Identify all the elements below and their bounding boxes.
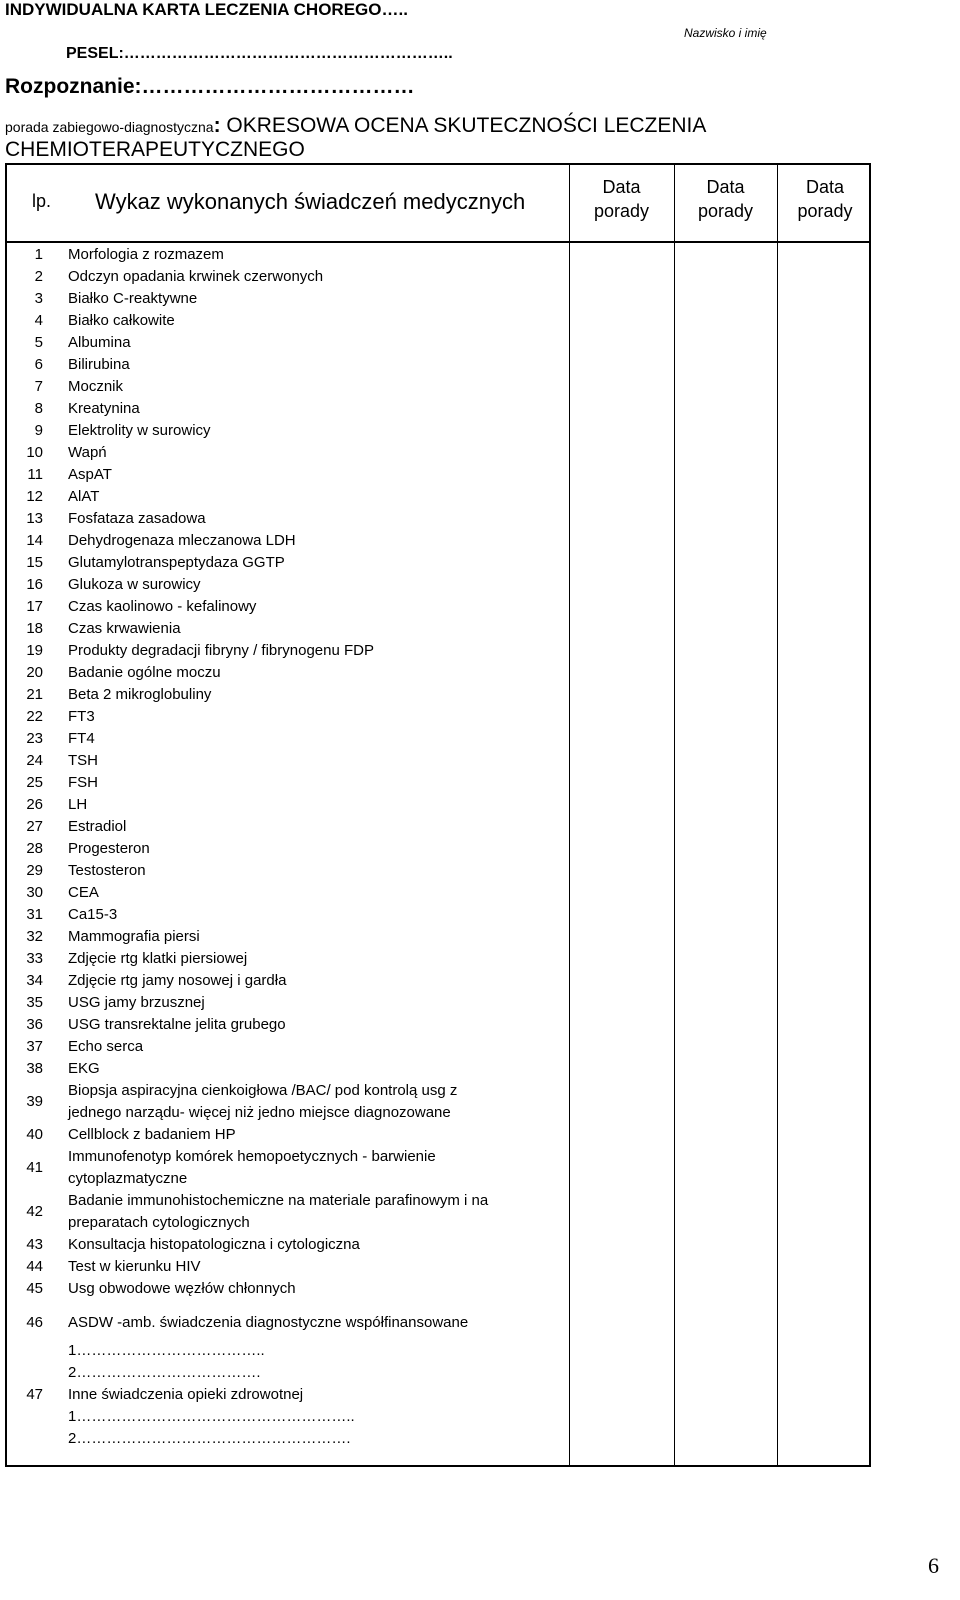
row-number: 13 <box>26 510 43 527</box>
row-text: Odczyn opadania krwinek czerwonych <box>68 268 324 285</box>
row-number: 45 <box>26 1280 43 1297</box>
row-text: Mocznik <box>68 378 124 395</box>
row-number: 36 <box>26 1016 43 1033</box>
porada-label: porada zabiegowo-diagnostyczna <box>5 119 214 135</box>
row-number: 29 <box>26 862 43 879</box>
row-number: 22 <box>26 708 43 725</box>
row-text: Zdjęcie rtg jamy nosowej i gardła <box>68 972 287 989</box>
row-text: Echo serca <box>68 1038 144 1055</box>
row-text: USG jamy brzusznej <box>68 994 205 1011</box>
col-header-date-2: Data porady <box>697 177 754 221</box>
row-number: 8 <box>34 400 43 417</box>
row-text: Glukoza w surowicy <box>68 576 201 593</box>
pesel-field: PESEL:…………………………………………………….. <box>66 45 453 62</box>
row-number: 21 <box>26 686 43 703</box>
porada-line <box>5 114 706 138</box>
row-number: 9 <box>34 422 43 439</box>
col-divider <box>569 165 570 1465</box>
row-number: 4 <box>34 312 43 329</box>
row-number: 10 <box>26 444 43 461</box>
row-number: 26 <box>26 796 43 813</box>
row-text: FT4 <box>68 730 95 747</box>
row-text: Glutamylotranspeptydaza GGTP <box>68 554 285 571</box>
row-number: 34 <box>26 972 43 989</box>
row-text: USG transrektalne jelita grubego <box>68 1016 286 1033</box>
row-number: 30 <box>26 884 43 901</box>
row-text: Czas kaolinowo - kefalinowy <box>68 598 257 615</box>
row-text: Testosteron <box>68 862 146 879</box>
row-text: ASDW -amb. świadczenia diagnostyczne współfinansowane <box>68 1314 469 1331</box>
row-number: 46 <box>26 1314 43 1331</box>
col-header-date-3: Data porady <box>797 177 853 221</box>
row-text: Albumina <box>68 334 131 351</box>
row-text: FT3 <box>68 708 95 725</box>
row-text: Dehydrogenaza mleczanowa LDH <box>68 532 296 549</box>
col-divider <box>674 165 675 1465</box>
row-text: Czas krwawienia <box>68 620 181 637</box>
row-text: Konsultacja histopatologiczna i cytologiczna <box>68 1236 360 1253</box>
row-number: 11 <box>27 466 43 483</box>
row-text: CEA <box>68 884 99 901</box>
row-text: Produkty degradacji fibryny / fibrynogenu FDP <box>68 642 374 659</box>
row-number: 39 <box>26 1093 43 1110</box>
porada-colon: : <box>213 114 221 137</box>
diagnosis-field: Rozpoznanie:………………………………… <box>5 75 415 98</box>
row-number: 15 <box>26 554 43 571</box>
col-header-services: Wykaz wykonanych świadczeń medycznych <box>95 189 526 214</box>
row-number: 33 <box>26 950 43 967</box>
row-number: 6 <box>34 356 43 373</box>
row-text: FSH <box>68 774 98 791</box>
page-number: 6 <box>928 1553 939 1578</box>
row-number: 27 <box>26 818 43 835</box>
col-header-lp: lp. <box>32 191 52 211</box>
row-number: 31 <box>26 906 43 923</box>
row-number: 24 <box>26 752 43 769</box>
row-text: Progesteron <box>68 840 150 857</box>
row-text: Ca15-3 <box>68 906 118 923</box>
row-text: Test w kierunku HIV <box>68 1258 201 1275</box>
col-header-date-1: Data porady <box>593 177 650 221</box>
row-text: Biopsja aspiracyjna cienkoigłowa /BAC/ pod kontrolą usg z <box>68 1082 458 1099</box>
row-number: 14 <box>26 532 43 549</box>
row-text: cytoplazmatyczne <box>68 1170 188 1187</box>
row-text: TSH <box>68 752 98 769</box>
row-text: jednego narządu- więcej niż jedno miejsce diagnozowane <box>68 1104 451 1121</box>
row-number: 44 <box>26 1258 43 1275</box>
row-number: 25 <box>26 774 43 791</box>
row-number: 47 <box>26 1386 43 1403</box>
row-text: 2………………………………. <box>68 1364 261 1381</box>
row-number: 12 <box>26 488 43 505</box>
row-text: Immunofenotyp komórek hemopoetycznych - barwienie <box>68 1148 436 1165</box>
row-number: 37 <box>26 1038 43 1055</box>
row-text: AlAT <box>68 488 100 505</box>
row-number: 43 <box>26 1236 43 1253</box>
row-number: 19 <box>26 642 43 659</box>
row-text: 1……………………………….. <box>68 1342 265 1359</box>
col-divider <box>777 165 778 1465</box>
row-number: 32 <box>26 928 43 945</box>
row-text: Zdjęcie rtg klatki piersiowej <box>68 950 248 967</box>
row-number: 16 <box>26 576 43 593</box>
row-number: 35 <box>26 994 43 1011</box>
row-text: AspAT <box>68 466 112 483</box>
row-number: 38 <box>26 1060 43 1077</box>
row-number: 5 <box>34 334 43 351</box>
card-title: INDYWIDUALNA KARTA LECZENIA CHOREGO….. <box>5 0 408 19</box>
row-number: 7 <box>34 378 43 395</box>
row-text: preparatach cytologicznych <box>68 1214 250 1231</box>
row-text: Beta 2 mikroglobuliny <box>68 686 212 703</box>
row-number: 42 <box>26 1203 43 1220</box>
name-caption: Nazwisko i imię <box>684 26 767 40</box>
row-text: Kreatynina <box>68 400 140 417</box>
row-text: Badanie ogólne moczu <box>68 664 221 681</box>
row-number: 17 <box>26 598 43 615</box>
row-number: 23 <box>26 730 43 747</box>
row-text: EKG <box>68 1060 100 1077</box>
row-text: Mammografia piersi <box>68 928 200 945</box>
porada-value: OKRESOWA OCENA SKUTECZNOŚCI LECZENIA <box>220 114 707 137</box>
row-number: 3 <box>34 290 43 307</box>
row-text: 2………………………………………………. <box>68 1430 351 1447</box>
row-text: Badanie immunohistochemiczne na materiale parafinowym i na <box>68 1192 489 1209</box>
row-text: Białko całkowite <box>68 312 175 329</box>
row-text: Estradiol <box>68 818 127 835</box>
row-text: Elektrolity w surowicy <box>68 422 211 439</box>
row-text: Wapń <box>68 444 107 461</box>
header-divider <box>7 241 869 243</box>
row-text: Cellblock z badaniem HP <box>68 1126 236 1143</box>
row-text: Fosfataza zasadowa <box>68 510 206 527</box>
row-text: 1……………………………………………….. <box>68 1408 355 1425</box>
porada-value-cont: CHEMIOTERAPEUTYCZNEGO <box>5 138 305 161</box>
row-text: Morfologia z rozmazem <box>68 246 224 263</box>
row-text: Usg obwodowe węzłów chłonnych <box>68 1280 296 1297</box>
row-number: 18 <box>26 620 43 637</box>
row-number: 28 <box>26 840 43 857</box>
row-number: 20 <box>26 664 43 681</box>
row-number: 2 <box>34 268 43 285</box>
row-text: LH <box>68 796 88 813</box>
row-number: 40 <box>26 1126 43 1143</box>
services-table <box>5 163 871 1467</box>
row-text: Inne świadczenia opieki zdrowotnej <box>68 1386 304 1403</box>
row-number: 1 <box>34 246 43 263</box>
row-text: Bilirubina <box>68 356 130 373</box>
row-number: 41 <box>26 1159 43 1176</box>
row-text: Białko C-reaktywne <box>68 290 198 307</box>
